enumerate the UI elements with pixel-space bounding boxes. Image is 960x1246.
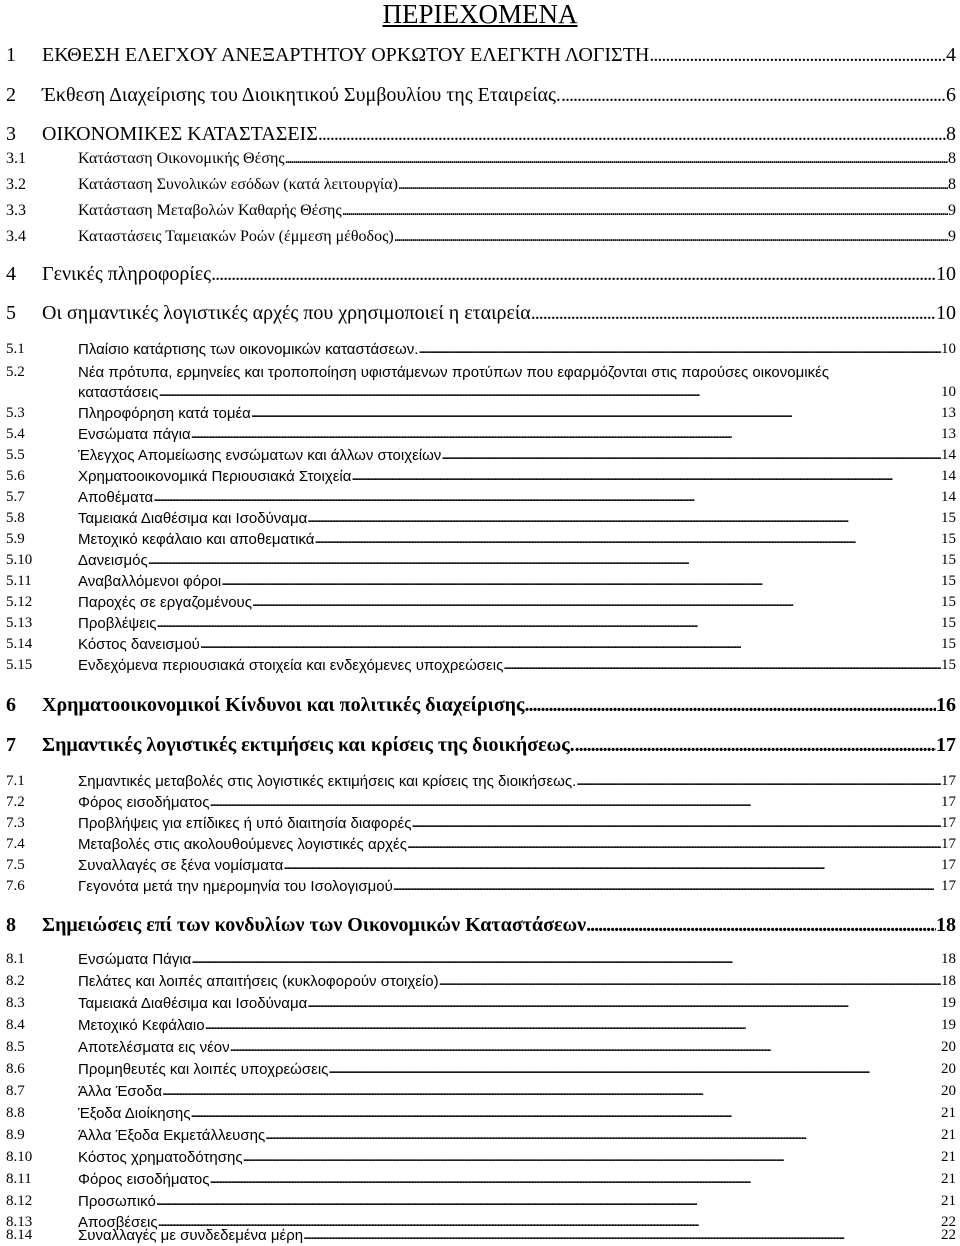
entry-page: 19 [941, 995, 956, 1011]
entry-number: 5.10 [6, 552, 33, 568]
dot-leader [411, 814, 941, 833]
entry-page: 17 [941, 836, 956, 852]
dot-leader [205, 1016, 941, 1035]
entry-number: 7 [6, 734, 16, 756]
entry-page: 9 [948, 202, 956, 219]
dot-leader [328, 1060, 941, 1079]
entry-page: 15 [941, 552, 956, 568]
toc-entry-8-3[interactable] [6, 994, 956, 1013]
entry-number: 8.11 [6, 1171, 32, 1187]
dot-leader [342, 201, 948, 221]
entry-label: Σημειώσεις επί των κονδυλίων των Οικονομικών Καταστάσεων [42, 914, 587, 936]
dot-leader [283, 856, 941, 875]
entry-label: Κατάσταση Μεταβολών Καθαρής Θέσης [78, 202, 342, 219]
entry-page: 10 [936, 263, 956, 285]
dot-leader [586, 912, 936, 938]
entry-label: Νέα πρότυπα, ερμηνείες και τροποποίηση υφιστάμενων προτύπων που εφαρμόζονται στις παρούσες οικονομικές [78, 364, 829, 381]
toc-entry-8-7[interactable] [6, 1082, 956, 1101]
toc-entry-4[interactable] [6, 261, 956, 287]
toc-entry-8-5[interactable] [6, 1038, 956, 1057]
entry-number: 5.12 [6, 594, 33, 610]
dot-leader [211, 261, 936, 287]
toc-entry-8-8[interactable] [6, 1104, 956, 1123]
toc-entry-7-6[interactable] [6, 877, 956, 896]
dot-leader [156, 1192, 941, 1211]
entry-number: 5.3 [6, 405, 25, 421]
toc-entry-8-1[interactable] [6, 950, 956, 969]
dot-leader [252, 593, 941, 612]
toc-entry-3-3[interactable] [6, 201, 956, 221]
entry-number: 8.5 [6, 1039, 25, 1055]
entry-page: 13 [941, 426, 956, 442]
entry-label: Αναβαλλόμενοι φόροι [78, 573, 222, 590]
entry-number: 5.4 [6, 426, 25, 442]
entry-page: 16 [936, 694, 956, 716]
entry-page: 15 [941, 573, 956, 589]
dot-leader [314, 530, 941, 549]
entry-label: Σημαντικές μεταβολές στις λογιστικές εκτιμήσεις και κρίσεις της διοικήσεως. [78, 773, 577, 790]
dot-leader [394, 227, 948, 247]
entry-number: 8.13 [6, 1214, 33, 1230]
entry-number: 5.6 [6, 468, 25, 484]
entry-page: 14 [941, 489, 956, 505]
entry-page: 9 [948, 228, 956, 245]
dot-leader [210, 1170, 942, 1189]
toc-entry-3-1[interactable] [6, 149, 956, 169]
dot-leader [307, 509, 941, 528]
entry-number: 8.3 [6, 995, 25, 1011]
toc-entry-1[interactable] [6, 42, 956, 68]
entry-label: Φόρος εισοδήματος [78, 794, 210, 811]
entry-label: Ενσώματα Πάγια [78, 951, 192, 968]
toc-entry-8-6[interactable] [6, 1060, 956, 1079]
page-title: ΠΕΡΙΕΧΟΜΕΝΑ [382, 0, 578, 29]
entry-number: 5.7 [6, 489, 25, 505]
entry-label: Παροχές σε εργαζομένους [78, 594, 252, 611]
entry-page: 15 [941, 657, 956, 673]
entry-label: Γενικές πληροφορίες [42, 263, 212, 285]
toc-entry-5-11[interactable] [6, 572, 956, 591]
entry-label: Συναλλαγές με συνδεδεμένα μέρη [78, 1227, 304, 1244]
toc-entry-5-3[interactable] [6, 404, 956, 423]
entry-page: 17 [941, 857, 956, 873]
entry-label: Προσωπικό [78, 1193, 156, 1210]
dot-leader [200, 635, 941, 654]
toc-entry-8-10[interactable] [6, 1148, 956, 1167]
entry-page: 10 [941, 384, 956, 400]
entry-number: 7.2 [6, 794, 25, 810]
entry-label: Κατάσταση Οικονομικής Θέσης [78, 150, 285, 167]
dot-leader [393, 877, 941, 896]
entry-page: 22 [941, 1227, 956, 1243]
entry-label: Έκθεση Διαχείρισης του Διοικητικού Συμβουλίου της Εταιρείας. [42, 84, 561, 106]
toc-entry-5-15[interactable] [6, 656, 956, 675]
entry-label: Πληροφόρηση κατά τομέα [78, 405, 251, 422]
entry-number: 5.8 [6, 510, 25, 526]
entry-page: 18 [936, 914, 956, 936]
dot-leader [561, 82, 946, 108]
entry-number: 8.4 [6, 1017, 25, 1033]
toc-entry-5-12[interactable] [6, 593, 956, 612]
entry-number: 3.2 [6, 176, 26, 193]
dot-leader [210, 793, 942, 812]
toc-entry-5-10[interactable] [6, 551, 956, 570]
entry-label: Πλαίσιο κατάρτισης των οικονομικών καταστάσεων. [78, 341, 419, 358]
toc-entry-5-5[interactable] [6, 446, 956, 465]
entry-label: Κόστος δανεισμού [78, 636, 200, 653]
entry-page: 15 [941, 531, 956, 547]
entry-label: Μετοχικό κεφάλαιο και αποθεματικά [78, 531, 315, 548]
entry-page: 15 [941, 615, 956, 631]
toc-entry-5-1[interactable] [6, 340, 956, 359]
toc-entry-8-4[interactable] [6, 1016, 956, 1035]
entry-number: 5.9 [6, 531, 25, 547]
entry-number: 8.1 [6, 951, 25, 967]
dot-leader [649, 42, 946, 68]
dot-leader [441, 446, 941, 465]
dot-leader [575, 732, 936, 758]
entry-label: Κόστος χρηματοδότησης [78, 1149, 243, 1166]
dot-leader [531, 300, 936, 326]
entry-page: 21 [941, 1149, 956, 1165]
toc-entry-8-2[interactable] [6, 972, 956, 991]
entry-number: 8.10 [6, 1149, 33, 1165]
dot-leader [524, 692, 936, 718]
entry-number: 8.6 [6, 1061, 25, 1077]
entry-number: 8.12 [6, 1193, 33, 1209]
entry-label: Προβλήψεις για επίδικες ή υπό διαιτησία διαφορές [78, 815, 412, 832]
entry-number: 8.14 [6, 1227, 33, 1243]
dot-leader [221, 572, 941, 591]
dot-leader [418, 340, 941, 359]
entry-label: Αποθέματα [78, 489, 154, 506]
toc-entry-5-13[interactable] [6, 614, 956, 633]
entry-number: 8.9 [6, 1127, 25, 1143]
entry-number: 7.5 [6, 857, 25, 873]
toc-entry-5-4[interactable] [6, 425, 956, 444]
toc-entry-3[interactable] [6, 121, 956, 147]
entry-page: 17 [941, 773, 956, 789]
entry-page: 6 [946, 84, 956, 106]
entry-label: Ενδεχόμενα περιουσιακά στοιχεία και ενδεχόμενες υποχρεώσεις [78, 657, 504, 674]
entry-number: 5.5 [6, 447, 25, 463]
toc-entry-5-9[interactable] [6, 530, 956, 549]
dot-leader [191, 950, 941, 969]
entry-number: 3 [6, 123, 16, 145]
entry-page: 19 [941, 1017, 956, 1033]
entry-label: ΟΙΚΟΝΟΜΙΚΕΣ ΚΑΤΑΣΤΑΣΕΙΣ [42, 123, 318, 145]
dot-leader [251, 404, 941, 423]
toc-entry-5-14[interactable] [6, 635, 956, 654]
toc-entry-8-11[interactable] [6, 1170, 956, 1189]
entry-number: 7.4 [6, 836, 25, 852]
entry-number: 3.3 [6, 202, 26, 219]
dot-leader [398, 175, 948, 195]
entry-page: 17 [941, 815, 956, 831]
entry-label: Προβλέψεις [78, 615, 157, 632]
entry-page: 21 [941, 1171, 956, 1187]
entry-label: Μετοχικό Κεφάλαιο [78, 1017, 205, 1034]
entry-label: Προμηθευτές και λοιπές υποχρεώσεις [78, 1061, 329, 1078]
dot-leader [439, 972, 941, 991]
entry-page: 21 [941, 1127, 956, 1143]
entry-page: 10 [941, 341, 956, 357]
entry-label: Έξοδα Διοίκησης [78, 1105, 191, 1122]
dot-leader [285, 149, 948, 169]
dot-leader [190, 1104, 941, 1123]
entry-number: 8.7 [6, 1083, 25, 1099]
entry-label: Μεταβολές στις ακολουθούμενες λογιστικές αρχές [78, 836, 407, 853]
entry-page: 15 [941, 636, 956, 652]
entry-number: 1 [6, 44, 16, 66]
dot-leader [148, 551, 941, 570]
entry-page: 15 [941, 594, 956, 610]
dot-leader [265, 1126, 941, 1145]
entry-number: 2 [6, 84, 16, 106]
dot-leader [303, 1226, 941, 1245]
entry-label: Ταμειακά Διαθέσιμα και Ισοδύναμα [78, 510, 308, 527]
dot-leader [576, 772, 941, 791]
entry-number: 5.15 [6, 657, 33, 673]
dot-leader [191, 425, 941, 444]
toc-entry-8-14[interactable] [6, 1226, 956, 1245]
toc-entry-8-9[interactable] [6, 1126, 956, 1145]
entry-label: Χρηματοοικονομικά Περιουσιακά Στοιχεία [78, 468, 352, 485]
entry-number: 4 [6, 263, 16, 285]
entry-label: Άλλα Έσοδα [78, 1083, 163, 1100]
entry-label: Ενσώματα πάγια [78, 426, 191, 443]
entry-label: Σημαντικές λογιστικές εκτιμήσεις και κρίσεις της διοικήσεως. [42, 734, 575, 756]
toc-entry-5-2[interactable] [6, 363, 956, 382]
entry-number: 5 [6, 302, 16, 324]
dot-leader [156, 614, 941, 633]
toc-entry-7-5[interactable] [6, 856, 956, 875]
dot-leader [243, 1148, 941, 1167]
dot-leader [230, 1038, 941, 1057]
entry-number: 8.2 [6, 973, 25, 989]
toc-entry-5[interactable] [6, 300, 956, 326]
entry-number: 5.13 [6, 615, 33, 631]
entry-label: Γεγονότα μετά την ημερομηνία του Ισολογισμού [78, 878, 393, 895]
entry-number: 7.1 [6, 773, 25, 789]
entry-page: 14 [941, 468, 956, 484]
entry-page: 10 [936, 302, 956, 324]
toc-entry-7-1[interactable] [6, 772, 956, 791]
entry-page: 21 [941, 1105, 956, 1121]
toc-entry-5-7[interactable] [6, 488, 956, 507]
entry-label: Άλλα Έξοδα Εκμετάλλευσης [78, 1127, 266, 1144]
entry-number: 7.6 [6, 878, 25, 894]
dot-leader [153, 488, 941, 507]
toc-entry-7-2[interactable] [6, 793, 956, 812]
entry-number: 3.1 [6, 150, 26, 167]
entry-number: 5.1 [6, 341, 25, 357]
entry-page: 14 [941, 447, 956, 463]
toc-entry-6[interactable] [6, 692, 956, 718]
entry-number: 8.8 [6, 1105, 25, 1121]
entry-page: 8 [948, 176, 956, 193]
entry-page: 20 [941, 1061, 956, 1077]
entry-number: 5.11 [6, 573, 32, 589]
dot-leader [503, 656, 941, 675]
entry-label: Πελάτες και λοιπές απαιτήσεις (κυκλοφορούν στοιχείο) [78, 973, 439, 990]
entry-page: 4 [946, 44, 956, 66]
entry-number: 5.2 [6, 364, 25, 380]
entry-number: 8 [6, 914, 16, 936]
entry-label: Δανεισμός [78, 552, 148, 569]
entry-label-continued: καταστάσεις [78, 384, 159, 401]
toc-entry-8[interactable] [6, 912, 956, 938]
entry-page: 17 [941, 794, 956, 810]
entry-page: 15 [941, 510, 956, 526]
toc-entry-5-8[interactable] [6, 509, 956, 528]
entry-number: 3.4 [6, 228, 26, 245]
entry-label: Συναλλαγές σε ξένα νομίσματα [78, 857, 284, 874]
entry-page: 13 [941, 405, 956, 421]
entry-page: 8 [946, 123, 956, 145]
dot-leader [307, 994, 941, 1013]
toc-entry-2[interactable] [6, 82, 956, 108]
toc-entry-3-2[interactable] [6, 175, 956, 195]
dot-leader [318, 121, 946, 147]
dot-leader [159, 383, 941, 402]
entry-page: 22 [941, 1214, 956, 1230]
toc-entry-5-2-cont[interactable] [78, 383, 956, 402]
entry-label: Χρηματοοικονομικοί Κίνδυνοι και πολιτικές διαχείρισης [42, 694, 525, 716]
dot-leader [351, 467, 941, 486]
entry-label: Αποσβέσεις [78, 1214, 158, 1231]
entry-label: Αποτελέσματα εις νέον [78, 1039, 230, 1056]
entry-label: Οι σημαντικές λογιστικές αρχές που χρησιμοποιεί η εταιρεία [42, 302, 531, 324]
entry-label: Φόρος εισοδήματος [78, 1171, 210, 1188]
toc-entry-5-6[interactable] [6, 467, 956, 486]
entry-label: Καταστάσεις Ταμειακών Ροών (έμμεση μέθοδος) [78, 228, 394, 245]
toc-entry-8-12[interactable] [6, 1192, 956, 1211]
entry-label: ΕΚΘΕΣΗ ΕΛΕΓΧΟΥ ΑΝΕΞΑΡΤΗΤΟΥ ΟΡΚΩΤΟΥ ΕΛΕΓΚΤΗ ΛΟΓΙΣΤΗ [42, 44, 650, 66]
entry-page: 20 [941, 1039, 956, 1055]
dot-leader [407, 835, 941, 854]
entry-label: Κατάσταση Συνολικών εσόδων (κατά λειτουργία) [78, 176, 398, 193]
entry-number: 5.14 [6, 636, 33, 652]
toc-entry-7-3[interactable] [6, 814, 956, 833]
entry-page: 17 [936, 734, 956, 756]
entry-page: 21 [941, 1193, 956, 1209]
toc-entry-3-4[interactable] [6, 227, 956, 247]
entry-page: 20 [941, 1083, 956, 1099]
toc-entry-7[interactable] [6, 732, 956, 758]
dot-leader [162, 1082, 941, 1101]
entry-label: Έλεγχος Απομείωσης ενσώματων και άλλων στοιχείων [78, 447, 442, 464]
entry-number: 7.3 [6, 815, 25, 831]
entry-page: 18 [941, 973, 956, 989]
entry-label: Ταμειακά Διαθέσιμα και Ισοδύναμα [78, 995, 308, 1012]
entry-page: 8 [948, 150, 956, 167]
entry-page: 17 [941, 878, 956, 894]
entry-page: 18 [941, 951, 956, 967]
toc-entry-7-4[interactable] [6, 835, 956, 854]
entry-number: 6 [6, 694, 16, 716]
